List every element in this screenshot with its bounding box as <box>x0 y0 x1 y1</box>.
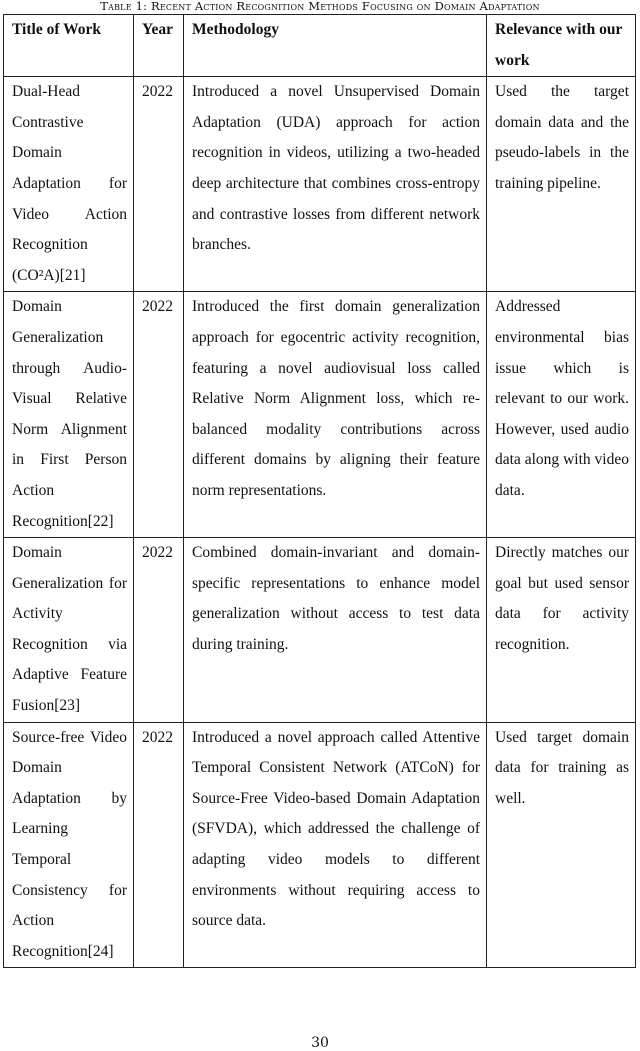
cell-title: Domain Generalization for Activity Recognition via Adaptive Feature Fusion[23] <box>4 538 134 723</box>
cell-relevance: Directly matches our goal but used sensor data for activity recognition. <box>487 538 636 723</box>
header-year: Year <box>134 15 184 77</box>
table-caption: Table 1: Recent Action Recognition Methods Focusing on Domain Adaptation <box>100 0 540 13</box>
cell-relevance: Used the target domain data and the pseudo-labels in the training pipeline. <box>487 77 636 292</box>
cell-relevance: Used target domain data for training as well. <box>487 722 636 968</box>
table-row <box>4 722 636 968</box>
cell-year: 2022 <box>134 722 184 968</box>
cell-year: 2022 <box>134 538 184 723</box>
page-number: 30 <box>311 1035 329 1051</box>
cell-methodology: Introduced the first domain generalization approach for egocentric activity recognition, featuring a novel audiovisual loss called Relative Norm Alignment loss, which re-balanced modality contributions across different domains by aligning their feature norm representations. <box>184 292 487 538</box>
table-row <box>4 538 636 723</box>
table-row <box>4 77 636 292</box>
header-relevance: Relevance with our work <box>487 15 636 77</box>
cell-methodology: Introduced a novel Unsupervised Domain Adaptation (UDA) approach for action recognition in videos, utilizing a two-headed deep architecture that combines cross-entropy and contrastive losses from different network branches. <box>184 77 487 292</box>
cell-title: Source-free Video Domain Adaptation by Learning Temporal Consistency for Action Recognition[24] <box>4 722 134 968</box>
cell-methodology: Combined domain-invariant and domain-specific representations to enhance model generalization without access to test data during training. <box>184 538 487 723</box>
cell-title: Domain Generalization through Audio-Visual Relative Norm Alignment in First Person Action Recognition[22] <box>4 292 134 538</box>
action-recognition-table <box>3 14 636 968</box>
header-title: Title of Work <box>4 15 134 77</box>
table-header-row <box>4 15 636 77</box>
cell-year: 2022 <box>134 292 184 538</box>
cell-title: Dual-Head Contrastive Domain Adaptation for Video Action Recognition (CO²A)[21] <box>4 77 134 292</box>
cell-relevance: Addressed environmental bias issue which is relevant to our work. However, used audio data along with video data. <box>487 292 636 538</box>
table-row <box>4 292 636 538</box>
header-methodology: Methodology <box>184 15 487 77</box>
cell-year: 2022 <box>134 77 184 292</box>
cell-methodology: Introduced a novel approach called Attentive Temporal Consistent Network (ATCoN) for Source-Free Video-based Domain Adaptation (SFVDA), which addressed the challenge of adapting video models to different environments without requiring access to source data. <box>184 722 487 968</box>
